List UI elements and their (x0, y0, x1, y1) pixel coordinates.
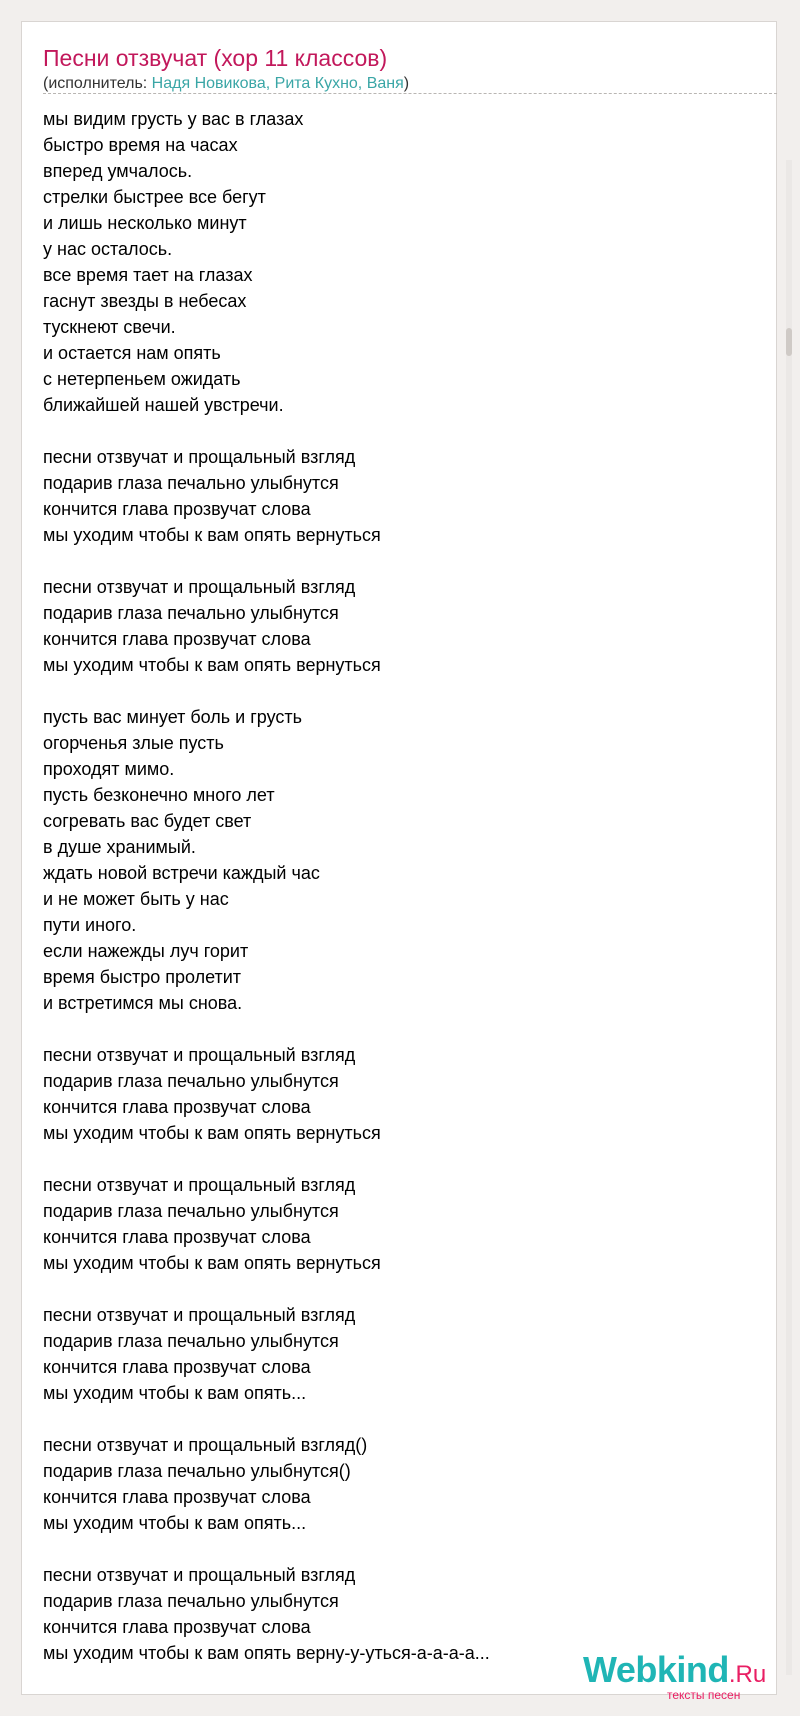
lyric-line: кончится глава прозвучат слова (43, 499, 311, 519)
blank-line (43, 1146, 743, 1172)
lyric-line: и не может быть у нас (43, 889, 229, 909)
performer-link[interactable]: Надя Новикова, Рита Кухно, Ваня (151, 75, 404, 92)
lyric-line: кончится глава прозвучат слова (43, 1227, 311, 1247)
logo-brand: Webkind (583, 1649, 729, 1690)
header-divider (43, 93, 777, 94)
scrollbar-track[interactable] (786, 160, 792, 1675)
lyric-line: с нетерпеньем ожидать (43, 369, 241, 389)
lyric-line: время быстро пролетит (43, 967, 242, 987)
lyrics-card (21, 21, 777, 1702)
lyric-line: песни отзвучат и прощальный взгляд (43, 447, 356, 467)
lyric-line: пути иного. (43, 915, 137, 935)
lyric-line: песни отзвучат и прощальный взгляд (43, 1305, 356, 1325)
lyric-line: огорченья злые пусть (43, 733, 224, 753)
lyric-line: кончится глава прозвучат слова (43, 629, 311, 649)
lyric-line: проходят мимо. (43, 759, 175, 779)
blank-line (43, 1016, 743, 1042)
lyric-line: быстро время на часах (43, 135, 238, 155)
performer-line (43, 74, 409, 94)
lyric-line: у нас осталось. (43, 239, 173, 259)
lyric-line: песни отзвучат и прощальный взгляд (43, 1565, 356, 1585)
performer-suffix: ) (403, 75, 410, 92)
lyric-line: подарив глаза печально улыбнутся (43, 473, 339, 493)
blank-line (43, 1276, 743, 1302)
lyric-line: кончится глава прозвучат слова (43, 1617, 311, 1637)
lyric-line: кончится глава прозвучат слова (43, 1097, 311, 1117)
scrollbar-thumb[interactable] (786, 328, 792, 356)
lyric-line: и остается нам опять (43, 343, 221, 363)
lyric-line: мы уходим чтобы к вам опять вернуться (43, 1123, 381, 1143)
lyric-line: если нажежды луч горит (43, 941, 249, 961)
song-title: Песни отзвучат (хор 11 классов) (43, 45, 388, 71)
lyrics-text (43, 106, 743, 1666)
lyric-line: песни отзвучат и прощальный взгляд (43, 577, 356, 597)
lyric-line: мы уходим чтобы к вам опять верну-у-уться-а-а-а-а... (43, 1643, 490, 1663)
lyric-line: подарив глаза печально улыбнутся() (43, 1461, 351, 1481)
performer-prefix: (исполнитель: (43, 75, 152, 92)
lyric-line: подарив глаза печально улыбнутся (43, 1071, 339, 1091)
lyric-line: пусть безконечно много лет (43, 785, 275, 805)
blank-line (43, 1536, 743, 1562)
lyric-line: кончится глава прозвучат слова (43, 1487, 311, 1507)
lyric-line: подарив глаза печально улыбнутся (43, 1591, 339, 1611)
lyric-line: все время тает на глазах (43, 265, 253, 285)
lyric-line: кончится глава прозвучат слова (43, 1357, 311, 1377)
lyric-line: мы уходим чтобы к вам опять... (43, 1513, 307, 1533)
lyric-line: пусть вас минует боль и грусть (43, 707, 303, 727)
lyric-line: песни отзвучат и прощальный взгляд (43, 1175, 356, 1195)
lyric-line: и лишь несколько минут (43, 213, 247, 233)
lyric-line: гаснут звезды в небесах (43, 291, 247, 311)
lyric-line: вперед умчалось. (43, 161, 193, 181)
lyric-line: мы видим грусть у вас в глазах (43, 109, 304, 129)
blank-line (43, 418, 743, 444)
lyric-line: ждать новой встречи каждый час (43, 863, 320, 883)
lyric-line: подарив глаза печально улыбнутся (43, 1201, 339, 1221)
lyric-line: мы уходим чтобы к вам опять... (43, 1383, 307, 1403)
lyric-line: подарив глаза печально улыбнутся (43, 1331, 339, 1351)
lyric-line: согревать вас будет свет (43, 811, 252, 831)
lyric-line: стрелки быстрее все бегут (43, 187, 266, 207)
blank-line (43, 548, 743, 574)
lyric-line: тускнеют свечи. (43, 317, 176, 337)
lyric-line: песни отзвучат и прощальный взгляд (43, 1045, 356, 1065)
lyric-line: и встретимся мы снова. (43, 993, 243, 1013)
lyric-line: мы уходим чтобы к вам опять вернуться (43, 525, 381, 545)
logo-tagline: тексты песен (667, 1688, 741, 1702)
lyric-line: мы уходим чтобы к вам опять вернуться (43, 655, 381, 675)
blank-line (43, 678, 743, 704)
lyric-line: мы уходим чтобы к вам опять вернуться (43, 1253, 381, 1273)
lyric-line: в душе хранимый. (43, 837, 196, 857)
webkind-logo[interactable] (583, 1650, 773, 1700)
logo-tld: .Ru (728, 1661, 767, 1688)
lyric-line: подарив глаза печально улыбнутся (43, 603, 339, 623)
lyric-line: ближайшей нашей увстречи. (43, 395, 284, 415)
blank-line (43, 1406, 743, 1432)
lyric-line: песни отзвучат и прощальный взгляд() (43, 1435, 368, 1455)
